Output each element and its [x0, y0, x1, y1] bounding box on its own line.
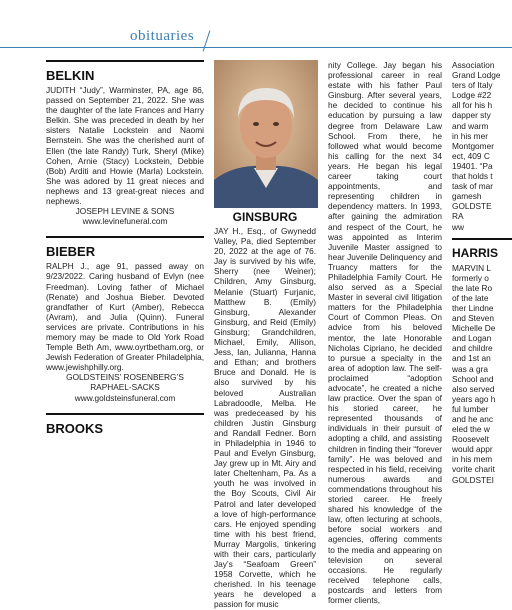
section-title: obituaries [130, 28, 195, 44]
text-line: Lodge #22 [452, 90, 492, 101]
text-line: Association [452, 60, 495, 70]
obituary-brooks [46, 413, 204, 436]
obituary-name: BROOKS [46, 413, 204, 436]
obituary-body-ginsburg-part1: JAY H., Esq., of Gwynedd Valley, Pa, died September 20, 2022 at the age of 76. Jay is survived by his wife, Sherry (nee Weiner); Children, Amy Ginsburg, Melanie (Stuart) Furjanic, Matthew B. (Emily) Ginsburg, Alexander Ginsburg, and Reid (Emily) Ginsburg; Grandchildren, Michael, Emily, Allison, Jess, Ian, Julianna, Hanna and Ethan; and brothers Bruce and Donald. He is also survived by his beloved Australian Labradoodle, Melba. He was predeceased by his children Justin Ginsburg and Randall Fedner. Born in Philadelphia in 1946 to Paul and Evelyn Ginsburg, Jay grew up in Mt. Airy and later Cheltenham, Pa. As a youth he was involved in the Boy Scouts, Civil Air Patrol and later developed a love of high-performance cars. He enjoyed spending time with his best friend, Murray Margolis, tinkering with their cars, particularly Jay’s “Seafoam Green” 1958 Corvette, which he cherished. In his teenage years he developed a passion for music [214, 226, 316, 610]
text-line: 19401. “Pa [452, 160, 493, 171]
obituary-name-ginsburg: GINSBURG [232, 210, 298, 224]
text-line: ww [452, 221, 464, 232]
portrait-photo [214, 60, 318, 208]
obituary-belkin [46, 60, 204, 226]
text-line: and warm [452, 120, 489, 131]
text-line: of the late [452, 292, 489, 303]
text-line: eled the w [452, 424, 490, 435]
text-line: and childre [452, 343, 493, 354]
column-1 [46, 60, 204, 512]
funeral-home-website: www.levinefuneral.com [82, 216, 168, 227]
text-line: that holds t [452, 171, 493, 182]
column-4 [452, 60, 512, 512]
obituary-body: JUDITH “Judy”, Warminster, PA, age 86, passed on September 21, 2022. She was the daughter of the late Frances and Harry Belkin. She was preceded in death by her sisters Natalie Lockstein and Naomi Bernstein. She was the cherished aunt of Ellen (the late Randy) Turk, Sheryl (Mike) Cohen, Arnie (Stacy) Lockstein, Debbie (Bob) Arditi and Howie (Marla) Lockstein. She was adored by 11 great nieces and nephews and 13 great-great nieces and nephews. [46, 85, 204, 207]
text-line: Roosevelt [452, 434, 489, 445]
obituary-name: BELKIN [46, 60, 204, 83]
text-line: vorite charit [452, 464, 495, 475]
header-slash-decoration [203, 30, 211, 51]
text-line: and 1st an [452, 353, 491, 364]
obituary-body: RALPH J., age 91, passed away on 9/23/2022. Caring husband of Evlyn (nee Freedman). Loving father of Michael (Renate) and Joshua Bieber. Devoted grandfather of Kurt (Amber), Rebecca (Avram), and Julia (Quinn). Funeral services are private. Contributions in his memory may be made to Old York Road Temple Beth Am, www.oyrtbetham.org, or Jewish Federation of Greater Philadelphia, www.jewishphilly.org. [46, 261, 204, 373]
obituary-name: BIEBER [46, 236, 204, 259]
text-line: and he anc [452, 414, 494, 424]
text-line: ther Lindne [452, 302, 494, 313]
column-2 [214, 226, 316, 610]
text-line: MARVIN L [452, 262, 492, 273]
text-line: formerly o [452, 272, 489, 283]
text-line: ect, 409 C [452, 150, 490, 161]
text-line: Montgomer [452, 140, 494, 151]
column-3 [328, 60, 442, 605]
text-line: and Steven [452, 313, 494, 324]
text-line: years ago h [452, 393, 496, 404]
funeral-home-website: www.goldsteinsfuneral.com [74, 392, 176, 403]
text-line: GOLDSTE [452, 201, 492, 212]
obituary-body-ginsburg-part2: nity College. Jay began his professional career in real estate with his father Paul Ginsburg. After several years, he decided to continue his education by pursuing a law degree from Delaware Law School. From there, he followed what would become his calling for the next 34 years. He began his legal career taking court appointments, and representing children in dependency matters. In 1993, after gaining the admiration and respect of the Court, he was appointed as Interim Juvenile Master assigned to hear Juvenile Delinquency and Truancy matters for the Philadelphia Family Court. He also served as a Special Master in several civil litigation matters for the Philadelphia Court of Common Pleas. On advice from his beloved mentor, the late Honorable Nicholas Cipriano, he decided to pursue a specialty in the area of adoption law. The self-proclaimed “adoption advocate”, he created a niche law practice. Over the span of his storied career, he represented thousands of individuals in their pursuit of adopting a child, and assisting children in finding their “forever family”. He was beloved and respected in his field, receiving numerous awards and commendations throughout his storied career. He freely shared his knowledge of the law, often lecturing at schools, before social workers and agencies, offering comments to the media and appearing on television on several occasions. He regularly received telephone calls, postcards and letters from former clients, [328, 60, 442, 605]
column-4-top-lines [452, 60, 512, 232]
funeral-home: GOLDSTEINS’ ROSENBERG’S RAPHAEL-SACKS [66, 372, 184, 393]
text-line: School and [452, 373, 494, 384]
column-4-bottom-lines [452, 263, 512, 485]
section-header [0, 0, 512, 50]
text-line: ters of Italy [452, 80, 493, 91]
text-line: Grand Lodge [452, 70, 501, 81]
obituary-bieber [46, 236, 204, 402]
header-rule [0, 47, 512, 48]
text-line: in his mer [452, 130, 488, 141]
text-line: the late Ro [452, 282, 493, 293]
text-line: and Logan [452, 333, 492, 344]
text-line: in his mem [452, 454, 493, 465]
portrait-image [214, 60, 318, 208]
text-line: task of mar [452, 181, 494, 192]
text-line: Michelle De [452, 323, 496, 334]
text-line: gamesh [452, 191, 482, 202]
obituary-name-harris: HARRIS [452, 238, 512, 261]
text-line: all for his h [452, 100, 493, 111]
text-line: was a gra [452, 363, 488, 374]
text-line: ful lumber [452, 403, 489, 414]
funeral-home: JOSEPH LEVINE & SONS [75, 206, 175, 217]
text-line: also served [452, 383, 495, 394]
text-line: would appr [452, 444, 493, 455]
text-line: dapper sty [452, 110, 491, 121]
text-line: GOLDSTEI [452, 474, 494, 485]
text-line: RA [452, 211, 464, 222]
